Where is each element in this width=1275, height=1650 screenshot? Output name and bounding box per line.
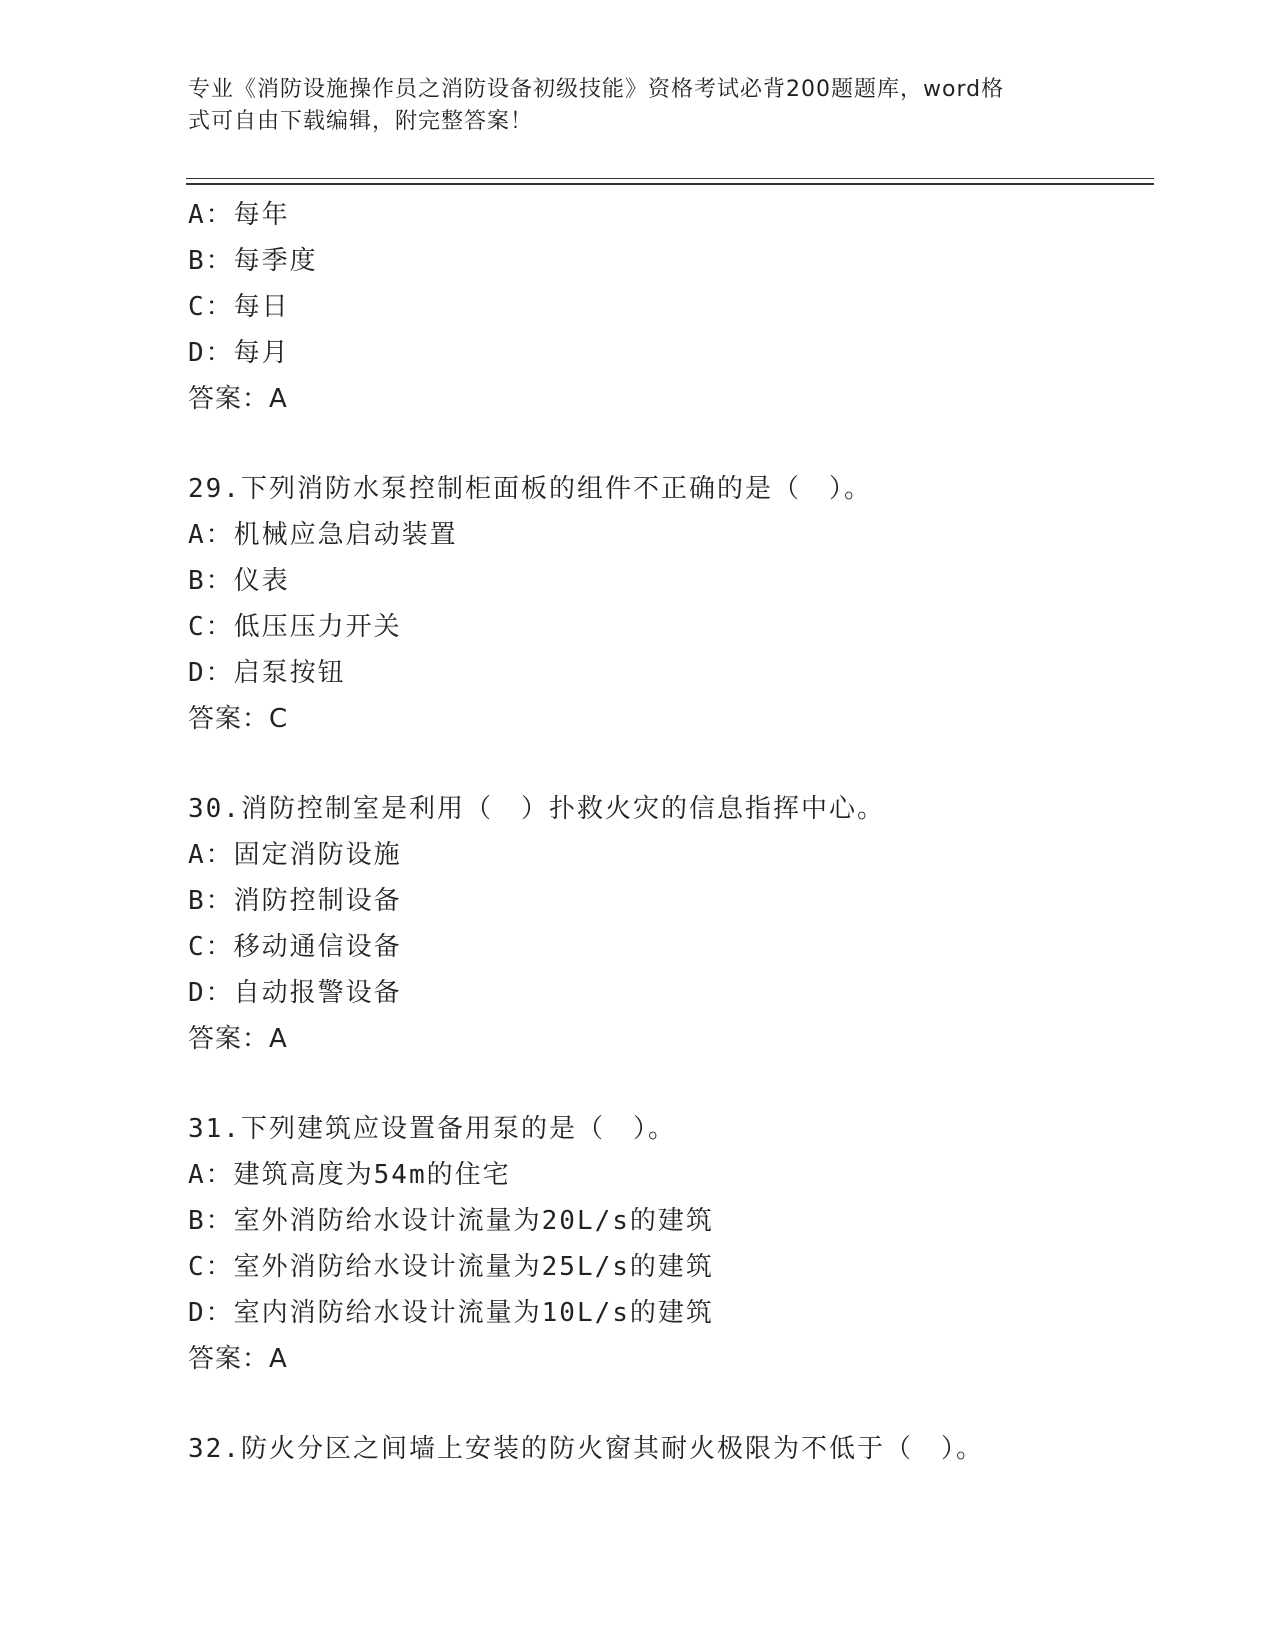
header-line-2: 式可自由下载编辑，附完整答案！ xyxy=(188,109,534,134)
option-b: B：每季度 xyxy=(188,246,318,276)
question-28 xyxy=(188,192,1148,422)
option-b: B：仪表 xyxy=(188,566,290,596)
header-line-1: 专业《消防设施操作员之消防设备初级技能》资格考试必背200题题库，word格 xyxy=(188,77,1005,102)
option-d: D：自动报警设备 xyxy=(188,978,402,1008)
option-b: B：室外消防给水设计流量为20L/s的建筑 xyxy=(188,1206,714,1236)
question-32 xyxy=(188,1426,1148,1472)
option-c: C：移动通信设备 xyxy=(188,932,402,962)
option-c: C：每日 xyxy=(188,292,290,322)
question-text: 32.防火分区之间墙上安装的防火窗其耐火极限为不低于（ ）。 xyxy=(188,1434,984,1464)
question-text: 31.下列建筑应设置备用泵的是（ ）。 xyxy=(188,1114,676,1144)
question-30 xyxy=(188,786,1148,1062)
question-29 xyxy=(188,466,1148,742)
document-header xyxy=(188,74,1068,138)
header-divider-top xyxy=(186,178,1154,179)
option-c: C：室外消防给水设计流量为25L/s的建筑 xyxy=(188,1252,714,1282)
option-a: A：固定消防设施 xyxy=(188,840,402,870)
answer: 答案：A xyxy=(188,1344,288,1374)
option-d: D：启泵按钮 xyxy=(188,658,346,688)
question-list xyxy=(188,192,1148,1472)
answer: 答案：A xyxy=(188,1024,288,1054)
option-c: C：低压压力开关 xyxy=(188,612,402,642)
option-d: D：每月 xyxy=(188,338,290,368)
option-a: A：建筑高度为54m的住宅 xyxy=(188,1160,511,1190)
header-divider-bottom xyxy=(186,183,1154,185)
question-text: 29.下列消防水泵控制柜面板的组件不正确的是（ ）。 xyxy=(188,474,872,504)
option-d: D：室内消防给水设计流量为10L/s的建筑 xyxy=(188,1298,714,1328)
option-a: A：机械应急启动装置 xyxy=(188,520,458,550)
answer: 答案：A xyxy=(188,384,288,414)
option-a: A：每年 xyxy=(188,200,290,230)
question-31 xyxy=(188,1106,1148,1382)
answer: 答案：C xyxy=(188,704,289,734)
question-text: 30.消防控制室是利用（ ）扑救火灾的信息指挥中心。 xyxy=(188,794,885,824)
option-b: B：消防控制设备 xyxy=(188,886,402,916)
